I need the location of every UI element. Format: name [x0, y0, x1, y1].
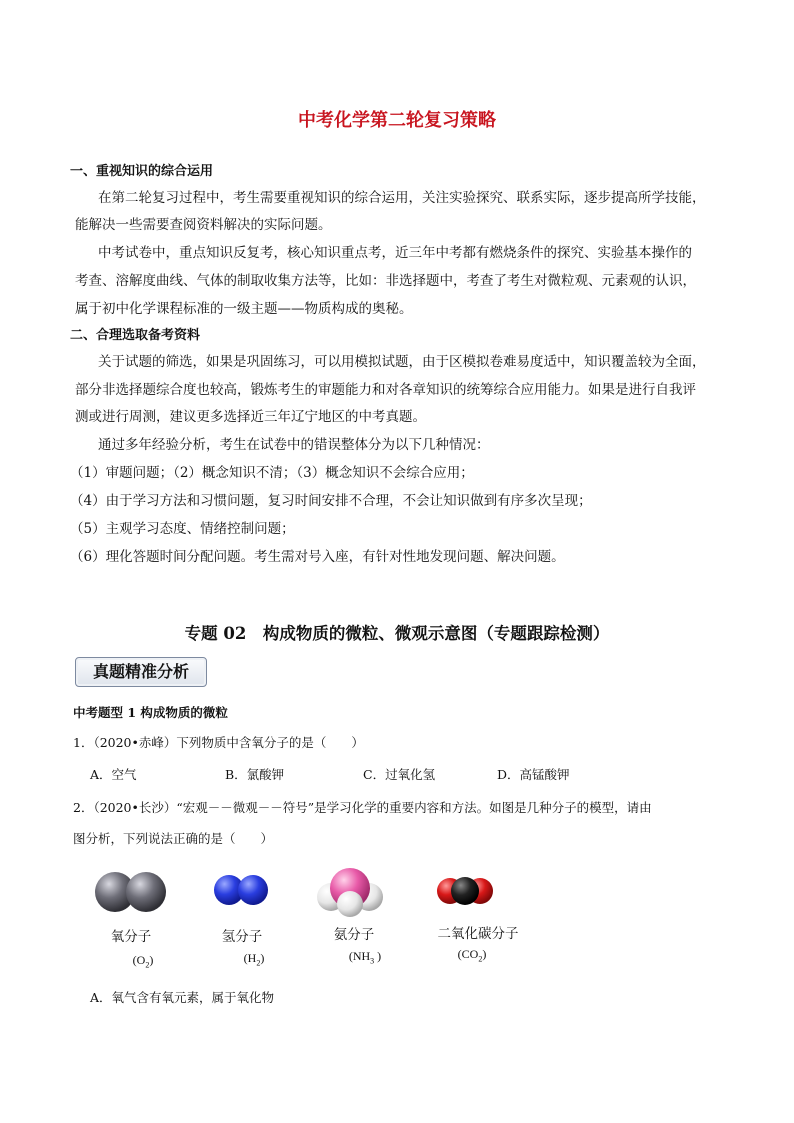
formula-carbon-dioxide: $(CO_2)$ — [457, 947, 487, 964]
page-title: 中考化学第二轮复习策略 — [298, 110, 496, 131]
section2-paragraph1-line1: 关于试题的筛选，如果是巩固练习，可以用模拟试题，由于区模拟卷难易度适中，知识覆盖较为全面， — [98, 354, 706, 370]
carbon-dioxide-molecule-model — [437, 877, 493, 905]
list-item: （1）审题问题；（2）概念知识不清；（3）概念知识不会综合应用； — [70, 465, 474, 481]
molecule-label-ammonia: 氨分子 — [333, 927, 375, 943]
section1-heading: 一、重视知识的综合运用 — [70, 164, 214, 179]
section1-paragraph1-line2: 能解决一些需要查阅资料解决的实际问题。 — [75, 217, 332, 233]
oxygen-molecule-model — [95, 872, 166, 912]
section2-heading: 二、合理选取备考资料 — [70, 328, 201, 343]
list-item: （5）主观学习态度、情绪控制问题； — [70, 521, 295, 537]
topic-heading: 专题 02 构成物质的微粒、微观示意图（专题跟踪检测） — [184, 624, 610, 643]
ammonia-molecule-model — [317, 868, 383, 917]
question-1-option-d: D．高锰酸钾 — [497, 767, 570, 782]
question-1-option-c: C．过氧化氢 — [363, 767, 436, 782]
question-1-option-b: B．氯酸钾 — [225, 767, 285, 782]
section2-paragraph2: 通过多年经验分析，考生在试卷中的错误整体分为以下几种情况： — [98, 437, 490, 453]
list-item: （4）由于学习方法和习惯问题，复习时间安排不合理，不会让知识做到有序多次呈现； — [70, 493, 592, 509]
question-2-stem-line2: 图分析，下列说法正确的是（ ） — [73, 831, 274, 846]
section2-paragraph1-line2: 部分非选择题综合度也较高，锻炼考生的审题能力和对各章知识的统筹综合应用能力。如果是进行自我评 — [75, 382, 696, 398]
question-type-heading: 中考题型 1 构成物质的微粒 — [73, 705, 228, 720]
question-1-option-a: A．空气 — [90, 767, 137, 782]
formula-oxygen: $(O_2)$ — [132, 953, 154, 970]
section-tag: 真题精准分析 — [75, 657, 207, 687]
section1-paragraph1-line1: 在第二轮复习过程中，考生需要重视知识的综合运用，关注实验探究、联系实际，逐步提高所学技能， — [98, 190, 706, 206]
section1-paragraph2-line3: 属于初中化学课程标准的一级主题——物质构成的奥秘。 — [75, 301, 413, 317]
molecule-label-carbon-dioxide: 二氧化碳分子 — [437, 926, 519, 942]
formula-hydrogen: $(H_2)$ — [243, 951, 265, 968]
list-item: （6）理化答题时间分配问题。考生需对号入座，有针对性地发现问题、解决问题。 — [70, 549, 565, 565]
hydrogen-molecule-model — [214, 875, 268, 905]
question-1-stem: 1．（2020•赤峰）下列物质中含氧分子的是（ ） — [73, 735, 364, 750]
molecule-models-figure — [88, 862, 548, 922]
question-2-stem-line1: 2．（2020•长沙）“宏观－－微观－－符号”是学习化学的重要内容和方法。如图是几种分子的模型，请由 — [73, 800, 652, 815]
section2-paragraph1-line3: 测或进行周测，建议更多选择近三年辽宁地区的中考真题。 — [75, 409, 426, 425]
question-2-option-a: A．氧气含有氧元素，属于氧化物 — [90, 990, 275, 1005]
formula-ammonia: ($NH_3$ ) — [348, 949, 382, 966]
section1-paragraph2-line1: 中考试卷中，重点知识反复考，核心知识重点考，近三年中考都有燃烧条件的探究、实验基本操作的 — [98, 245, 692, 261]
section1-paragraph2-line2: 考查、溶解度曲线、气体的制取收集方法等，比如：非选择题中，考查了考生对微粒观、元素观的认识， — [75, 273, 696, 289]
molecule-label-oxygen: 氧分子 — [110, 929, 152, 945]
molecule-label-hydrogen: 氢分子 — [221, 929, 263, 945]
